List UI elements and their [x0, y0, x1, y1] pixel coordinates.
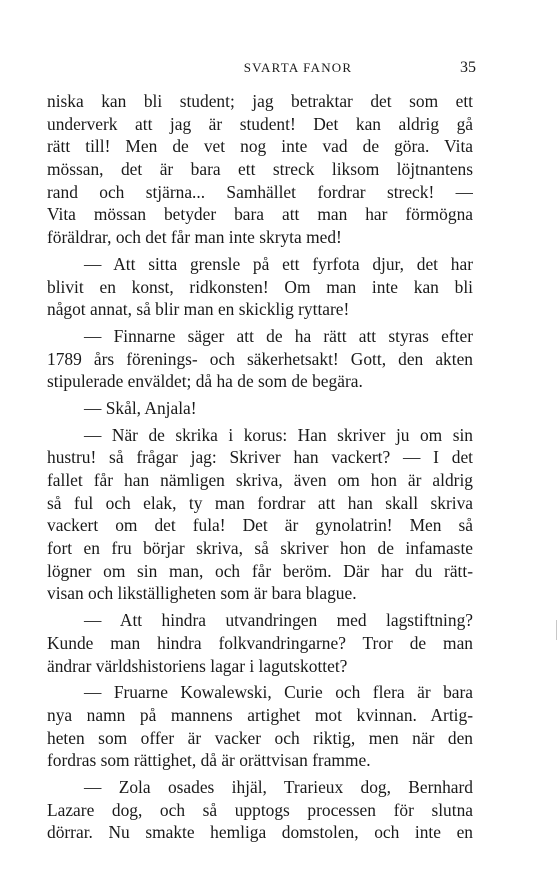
- page-number: 35: [460, 59, 476, 76]
- text-line: niska kan bli student; jag betraktar det som ett: [47, 91, 473, 111]
- text-line: underverk att jag är student! Det kan aldrig gå: [47, 113, 473, 134]
- text-line: Vita mössan betyder bara att man har förmögna: [47, 204, 473, 225]
- text-line: stipulerade enväldet; då ha de som de begära.: [47, 371, 363, 392]
- running-head-title: SVARTA FANOR: [243, 60, 353, 75]
- text-line: — Att hindra utvandringen med lagstiftning?: [84, 610, 473, 631]
- text-line: nya namn på mannens artighet mot kvinnan. Artig-: [47, 704, 473, 725]
- text-line: Kunde man hindra folkvandringarne? Tror de man: [47, 632, 473, 653]
- text-line: lögner om sin man, och får beröm. Där har du rätt-: [47, 560, 473, 581]
- text-line: föräldrar, och det får man inte skryta med!: [47, 227, 342, 248]
- running-head: [0, 60, 560, 80]
- text-line: fordras som rättighet, då är orättvisan framme.: [47, 750, 371, 771]
- text-line: — När de skrika i korus: Han skriver ju om sin: [84, 424, 473, 445]
- text-line: — Skål, Anjala!: [84, 397, 197, 418]
- text-line: fort en fru börjar skriva, så skriver hon de infamaste: [47, 538, 473, 559]
- text-line: — Finnarne säger att de ha rätt att styras efter: [84, 325, 473, 346]
- text-line: ändrar världshistoriens lagar i lagutskottet?: [47, 655, 348, 676]
- text-line: visan och likställigheten som är bara blague.: [47, 583, 357, 604]
- text-line: vackert om det fula! Det är gynolatrin! Men så: [47, 515, 473, 536]
- text-line: fallet får han nämligen skriva, även om hon är aldrig: [47, 470, 473, 490]
- text-line: 1789 års förenings- och säkerhetsakt! Gott, den akten: [47, 348, 473, 369]
- text-line: heten som offer är vacker och riktig, men när den: [47, 727, 473, 748]
- margin-mark: [556, 620, 557, 640]
- text-line: mössan, det är bara ett streck liksom löjtnantens: [47, 159, 473, 180]
- text-line: — Fruarne Kowalewski, Curie och flera är bara: [84, 682, 473, 703]
- text-line: Lazare dog, och så upptogs processen för slutna: [47, 799, 473, 820]
- text-line: — Zola osades ihjäl, Trarieux dog, Bernhard: [84, 776, 473, 797]
- text-line: blivit en konst, ridkonsten! Om man inte kan bli: [47, 276, 473, 297]
- text-line: rand och stjärna... Samhället fordrar streck! —: [47, 181, 473, 202]
- text-line: så ful och elak, ty man fordrar att han skall skriva: [47, 492, 473, 513]
- text-line: hustru! så frågar jag: Skriver han vackert? — I det: [47, 447, 473, 468]
- text-line: något annat, så blir man en skicklig ryttare!: [47, 299, 350, 320]
- text-line: dörrar. Nu smakte hemliga domstolen, och inte en: [47, 822, 473, 843]
- body-text: [47, 90, 473, 844]
- text-line: rätt till! Men de vet nog inte vad de göra. Vita: [47, 136, 473, 157]
- text-line: — Att sitta grensle på ett fyrfota djur, det har: [84, 253, 473, 274]
